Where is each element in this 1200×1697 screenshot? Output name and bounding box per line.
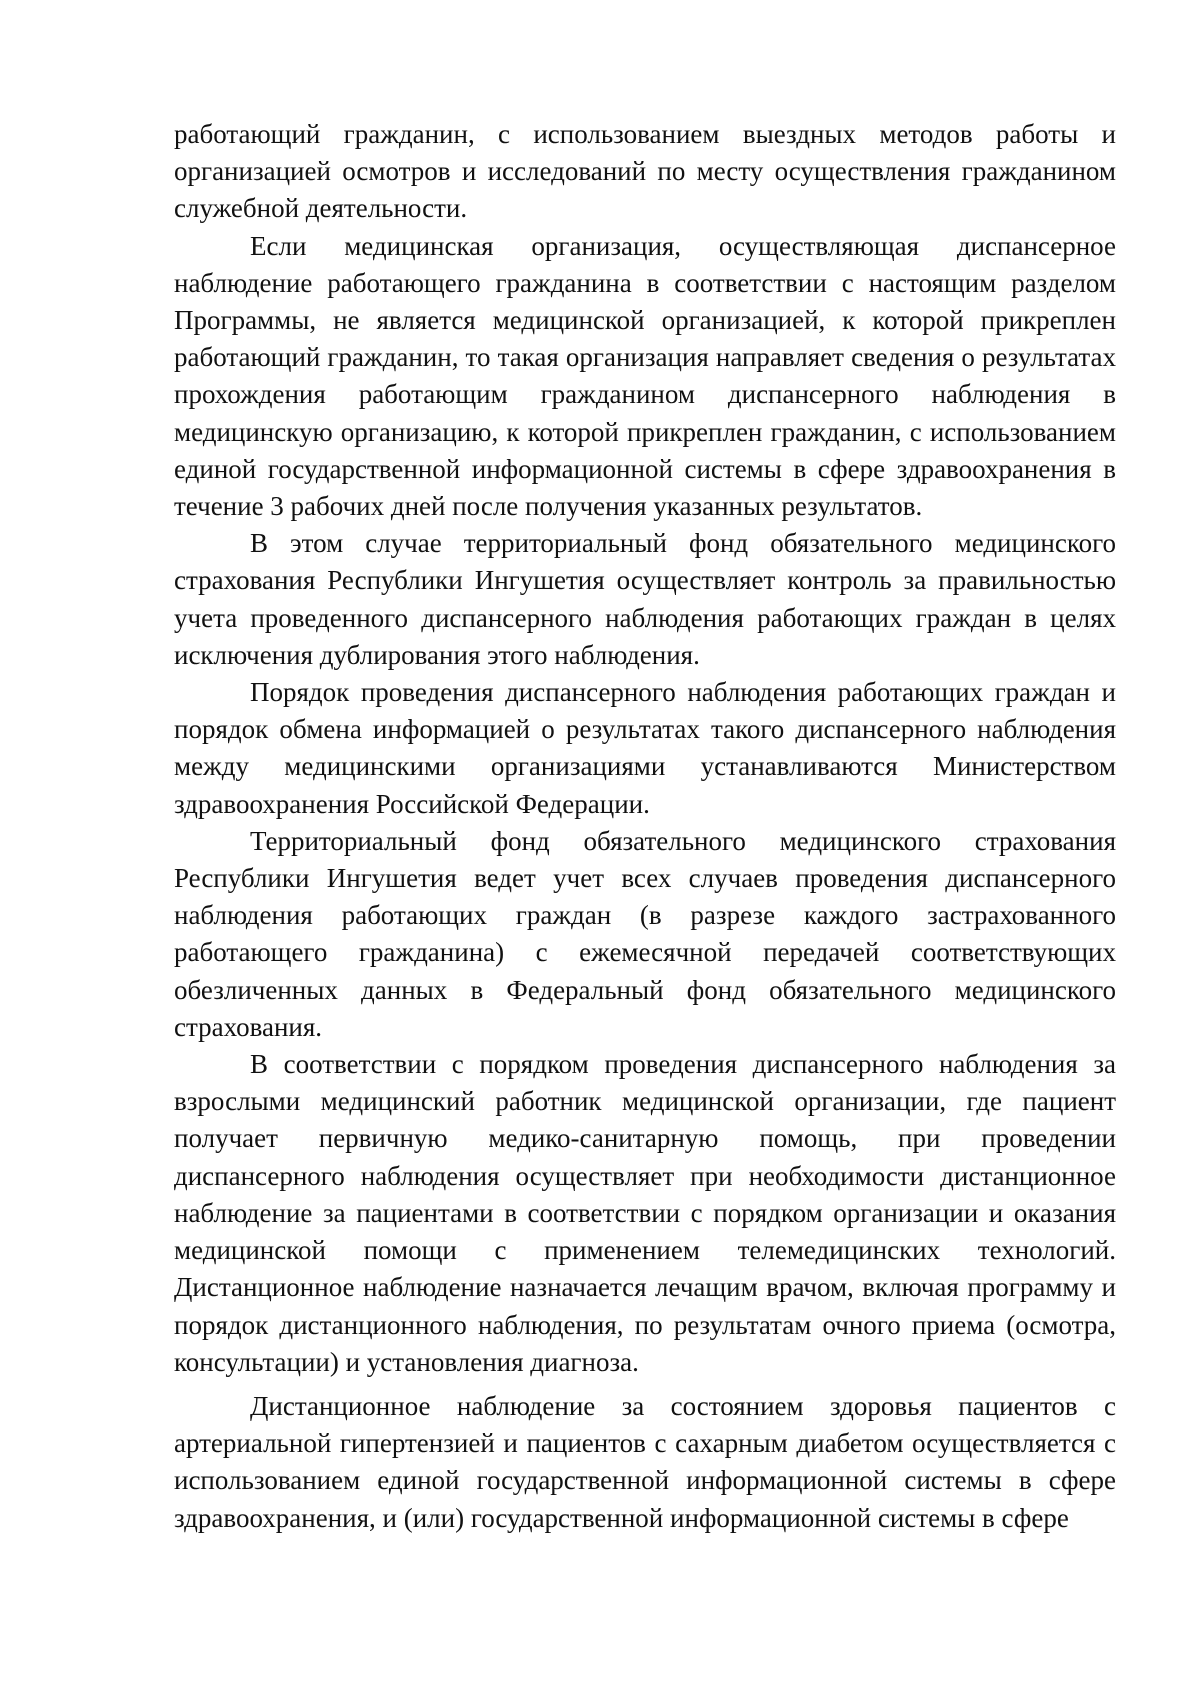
paragraph-continuation: работающий гражданин, с использованием выездных методов работы и организацией осмотров и исследований по месту осуществления гражданином служебной деятельности.	[174, 119, 1116, 224]
paragraph-fund-records: Территориальный фонд обязательного медицинского страхования Республики Ингушетия ведет учет всех случаев проведения диспансерного наблюдения работающих граждан (в разрезе каждого застрахованного работающего гражданина) с ежемесячной передачей соответствующих обезличенных данных в Федеральный фонд обязательного медицинского страхования.	[174, 825, 1116, 1042]
paragraph-remote-monitoring: В соответствии с порядком проведения диспансерного наблюдения за взрослыми медицинский работник медицинской организации, где пациент получает первичную медико-санитарную помощь, при проведении диспансерного наблюдения осуществляет при необходимости дистанционное наблюдение за пациентами в соответствии с порядком организации и оказания медицинской помощи с применением телемедицинских технологий. Дистанционное наблюдение назначается лечащим врачом, включая программу и порядок дистанционного наблюдения, по результатам очного приема (осмотра, консультации) и установления диагноза.	[174, 1049, 1116, 1377]
paragraph-procedure: Порядок проведения диспансерного наблюдения работающих граждан и порядок обмена информацией о результатах такого диспансерного наблюдения между медицинскими организациями устанавливаются Министерством здравоохранения Российской Федерации.	[174, 677, 1116, 819]
paragraph-results-transfer: Если медицинская организация, осуществляющая диспансерное наблюдение работающего гражданина в соответствии с настоящим разделом Программы, не является медицинской организацией, к которой прикреплен работающий гражданин, то такая организация направляет сведения о результатах прохождения работающим гражданином диспансерного наблюдения в медицинскую организацию, к которой прикреплен гражданин, с использованием единой государственной информационной системы в сфере здравоохранения в течение 3 рабочих дней после получения указанных результатов.	[174, 230, 1116, 522]
document-body	[174, 116, 1116, 1537]
paragraph-remote-monitoring-systems: Дистанционное наблюдение за состоянием здоровья пациентов с артериальной гипертензией и пациентов с сахарным диабетом осуществляется с использованием единой государственной информационной системы в сфере здравоохранения, и (или) государственной информационной системы в сфере	[174, 1390, 1116, 1533]
paragraph-fund-control: В этом случае территориальный фонд обязательного медицинского страхования Республики Ингушетия осуществляет контроль за правильностью учета проведенного диспансерного наблюдения работающих граждан в целях исключения дублирования этого наблюдения.	[174, 528, 1116, 670]
